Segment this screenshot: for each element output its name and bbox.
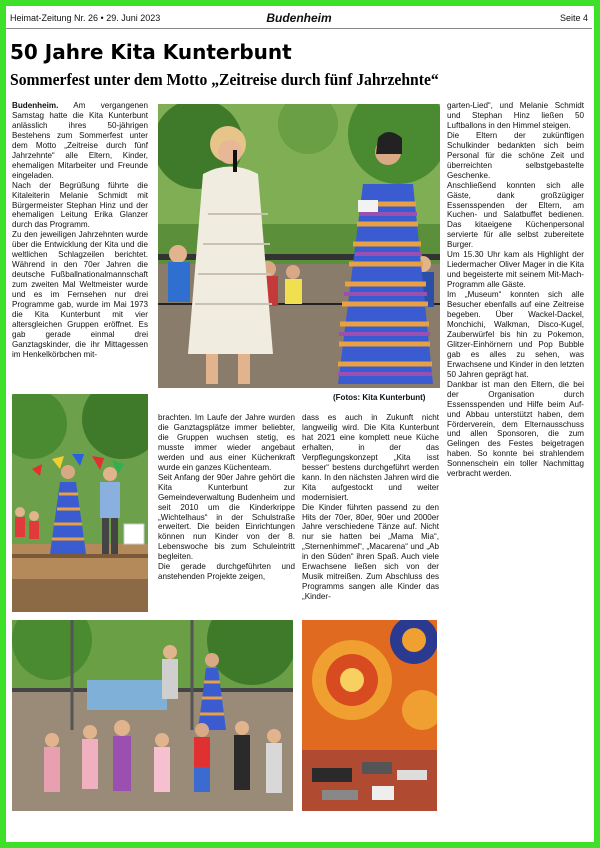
paragraph-text: Am vergangenen Samstag hatte die Kita Kunterbunt anlässlich ihres 50-jährigen Bestehens zum Sommerfest unter dem Motto „Zeitreise durch fünf Jahrzehnte“ alle Eltern, Kinder, ehemaligen Mitarbeiter und Freunde eingeladen. bbox=[12, 101, 148, 180]
children-dancing-photo bbox=[12, 620, 293, 811]
paragraph: Nach der Begrüßung führte die Kitaleiterin Melanie Schmidt mit Bürgermeister Stephan Hinz und der ehemaligen Leitung Erika Glanzer durch das Programm. bbox=[12, 180, 148, 230]
paragraph: garten-Lied“, und Melanie Schmidt und Stephan Hinz ließen 50 Luftballons in den Himmel steigen. bbox=[447, 101, 584, 130]
paragraph: Die gerade durchgeführten und anstehenden Projekte zeigen, bbox=[158, 562, 295, 582]
text-column-4 bbox=[447, 101, 584, 479]
issue-info: Heimat-Zeitung Nr. 26 • 29. Juni 2023 bbox=[10, 13, 161, 23]
paragraph: Im „Museum“ konnten sich alle Besucher ebenfalls auf eine Zeitreise begeben. Über Wackel-Dackel, Monchichi, Walkman, Disco-Kugel, Zauberwürfel bis hin zu Pokemon, Glitzer-Einhörnern und Pop Bubble gab es alles zu sehen, was Erwachsene und Kinder in den letzten 50 Jahren geprägt hat. bbox=[447, 290, 584, 379]
stage-photo bbox=[12, 394, 148, 612]
paragraph: Dankbar ist man den Eltern, die bei der Organisation durch Essensspenden und Hilfe beim Auf- und Abbau unterstützt haben, dem Förderverein, dem Elternausschuss und allen Sponsoren, die zum Gelingen des Festes beigetragen haben. So konnte bei strahlendem Sonnenschein ein toller Nachmittag verbracht werden. bbox=[447, 379, 584, 479]
paragraph: Um 15.30 Uhr kam als Highlight der Liedermacher Oliver Mager in die Kita und begeisterte mit seinem Mit-Mach-Programm alle Gäste. bbox=[447, 250, 584, 290]
paragraph: Seit Anfang der 90er Jahre gehört die Kita Kunterbunt zur Gemeindeverwaltung Budenheim und seit 2010 um die Kinderkrippe „Wichtelhaus“ in der Schulstraße erweitert. Die beiden Einrichtungen können nun Kinder von der 8. Lebenswoche bis zum Schuleintritt begleiten. bbox=[158, 472, 295, 562]
paragraph: Die Kinder führten passend zu den Hits der 70er, 80er, 90er und 2000er Jahre verschiedene Tänze auf. Nicht nur sie hatten bei „Mama Mia“, „Sternenhimmel“, „Macarena“ und „Ab in den Süden“ ihren Spaß. Auch viele Erwachsene ließen sich von der Musik mitreißen. Zum Abschluss des Programms sangen alle Kinder das „Kinder- bbox=[302, 502, 439, 602]
paragraph: Anschließend konnten sich alle Gäste, dank großzügiger Essensspenden der Eltern, am Kuchen- und Salatbuffet bedienen. Das kitaeigene Küchenpersonal servierte für alle selbst zubereitete Burger. bbox=[447, 180, 584, 250]
text-column-1 bbox=[12, 101, 148, 360]
paragraph: dass es auch in Zukunft nicht langweilig wird. Die Kita Kunterbunt hat 2021 eine komplett neue Küche erhalten, in der das Verpflegungskonzept „Kita isst besser“ bestens durchgeführt werden kann. In den nächsten Jahren wird die Kita aufgestockt und weiter modernisiert. bbox=[302, 413, 439, 502]
page-header bbox=[6, 8, 592, 29]
page-number: Seite 4 bbox=[559, 13, 588, 23]
dateline: Budenheim. bbox=[12, 101, 59, 110]
paragraph bbox=[12, 101, 148, 181]
article-subtitle: Sommerfest unter dem Motto „Zeitreise durch fünf Jahrzehnte“ bbox=[10, 70, 439, 89]
main-photo bbox=[158, 104, 440, 388]
text-column-2 bbox=[158, 413, 295, 582]
photo-credit: (Fotos: Kita Kunterbunt) bbox=[333, 393, 426, 402]
paragraph: brachten. Im Laufe der Jahre wurden die Ganztagsplätze immer beliebter, die Gruppen wuchsen stetig, es musste immer wieder angebaut werden und aus einer Küchenkraft wurde ein ganzes Küchenteam. bbox=[158, 413, 295, 472]
museum-photo bbox=[302, 620, 437, 811]
paragraph: Zu den jeweiligen Jahrzehnten wurde über die Entwicklung der Kita und die weltlichen Schlagzeilen berichtet. Während in den 70er Jahren die deutsche Fußballnationalmannschaft zum zweiten Mal Weltmeister wurde und es im Fernsehen nur drei Programme gab, wurde im Mai 1973 die Kita Kunterbunt mit vier altersgleichen Gruppen eröffnet. Es gab gerade einmal drei Ganztagskinder, die ihr Mittagessen im Henkelkörbchen mit- bbox=[12, 230, 148, 359]
paragraph: Die Eltern der zukünftigen Schulkinder bedankten sich beim Personal für die schöne Zeit und überreichten selbstgebastelte Geschenke. bbox=[447, 130, 584, 180]
text-column-3 bbox=[302, 413, 439, 602]
town-name: Budenheim bbox=[266, 11, 332, 25]
article-title: 50 Jahre Kita Kunterbunt bbox=[10, 40, 292, 64]
